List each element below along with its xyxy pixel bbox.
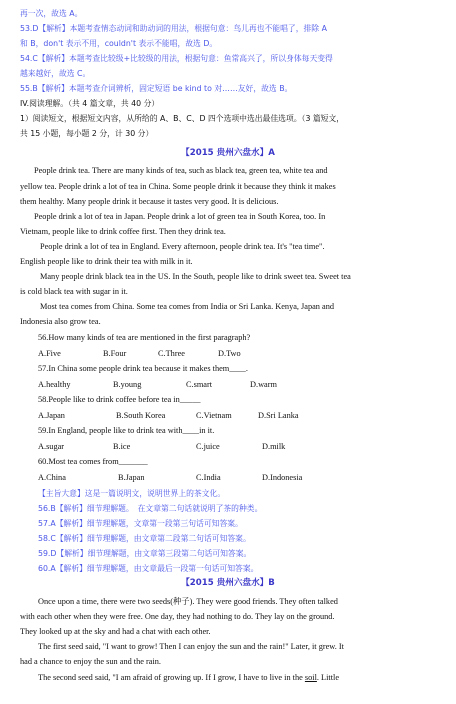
passage-line: They looked up at the sky and had a chat with each other.: [20, 627, 211, 636]
option: C.Vietnam: [196, 411, 232, 420]
passage-line: English people like to drink their tea with milk in it.: [20, 257, 193, 266]
option: B.ice: [113, 442, 131, 451]
answer-line: 55.B【解析】本题考查介词辨析，固定短语 be kind to 对……友好，故选 B。: [20, 84, 293, 93]
answer-line: 和 B，don't 表示不用，couldn't 表示不能唱，故选 D。: [20, 39, 218, 48]
option: A.healthy: [38, 380, 71, 389]
option: D.milk: [262, 442, 286, 451]
passage-line: Vietnam, people like to drink coffee first. Then they drink tea.: [20, 227, 226, 236]
question-stem: 59.In England, people like to drink tea with____in it.: [38, 426, 215, 435]
passage-line: Most tea comes from China. Some tea comes from India or Sri Lanka. Kenya, Japan and: [40, 302, 334, 311]
answer-line: 59.D【解析】细节理解题，由文章第三段第二句话可知答案。: [38, 549, 252, 558]
answer-line: 53.D【解析】本题考查情态动词和助动词的用法，根据句意：鸟儿再也不能唱了，排除 A: [20, 24, 327, 33]
passage-line: with each other when they were free. One day, they had nothing to do. They lay on the ground.: [20, 612, 335, 621]
passage-line: Once upon a time, there were two seeds(种子). They were good friends. They often talked: [38, 597, 338, 606]
option: B.South Korea: [116, 411, 166, 420]
option: A.China: [38, 473, 66, 482]
answer-line: 再一次，故选 A。: [20, 9, 83, 18]
passage-text: The second seed said, "I am afraid of growing up. If I grow, I have to live in the: [38, 673, 305, 682]
passage-line: People drink a lot of tea in Japan. People drink a lot of green tea in South Korea, too. In: [34, 212, 326, 221]
section-instruction: 1）阅读短文，根据短文内容，从所给的 A、B、C、D 四个选项中选出最佳选项。（3 篇短文，: [20, 114, 345, 123]
answer-line: 54.C【解析】本题考查比较级+比较级的用法，根据句意：鱼常高兴了，所以身体每天变得: [20, 54, 333, 63]
passage-line: Indonesia also grow tea.: [20, 317, 101, 326]
question-stem: 60.Most tea comes from_______: [38, 457, 148, 466]
option: B.Four: [103, 349, 127, 358]
passage-line: [38, 672, 440, 683]
passage-line: People drink tea. There are many kinds of tea, such as black tea, green tea, white tea and: [34, 166, 328, 175]
question-stem: 58.People like to drink coffee before tea in_____: [38, 395, 201, 404]
passage-line: had a chance to enjoy the sun and the rain.: [20, 657, 161, 666]
option: D.warm: [250, 380, 277, 389]
section-header: IV.阅读理解。（共 4 篇文章，共 40 分）: [20, 99, 160, 108]
answer-line: 60.A【解析】细节理解题，由文章最后一段第一句话可知答案。: [38, 564, 259, 573]
option: C.juice: [196, 442, 220, 451]
option: A.sugar: [38, 442, 65, 451]
answer-line: 58.C【解析】细节理解题，由文章第二段第二句话可知答案。: [38, 534, 251, 543]
passage-line: is cold black tea with sugar in it.: [20, 287, 128, 296]
passage-line: People drink a lot of tea in England. Every afternoon, people drink tea. It's "tea time".: [40, 242, 325, 251]
passage-b-title: 【2015 贵州六盘水】B: [181, 578, 275, 588]
option: A.Japan: [38, 411, 65, 420]
passage-line: yellow tea. People drink a lot of tea in China. Some people drink it because they think it makes: [20, 182, 336, 191]
option: B.young: [113, 380, 142, 389]
answer-line: 57.A【解析】细节理解题，文章第一段第三句话可知答案。: [38, 519, 243, 528]
passage-line: Many people drink black tea in the US. In the South, people like to drink sweet tea. Sweet tea: [40, 272, 351, 281]
option: D.Indonesia: [262, 473, 303, 482]
option: D.Two: [218, 349, 241, 358]
answer-line: 56.B【解析】细节理解题。 在文章第二句话就说明了茶的种类。: [38, 504, 263, 513]
option: C.smart: [186, 380, 213, 389]
passage-line: them healthy. Many people drink it because it tastes very good. It is delicious.: [20, 197, 279, 206]
passage-text: . Little: [316, 673, 340, 682]
option: C.India: [196, 473, 221, 482]
question-stem: 56.How many kinds of tea are mentioned in the first paragraph?: [38, 333, 251, 342]
option: A.Five: [38, 349, 61, 358]
section-instruction: 共 15 小题，每小题 2 分，计 30 分）: [20, 129, 154, 138]
passage-line: The first seed said, "I want to grow! Then I can enjoy the sun and the rain!" Later, it grew. It: [38, 642, 344, 651]
option: B.Japan: [118, 473, 145, 482]
answer-line: 越来越好，故选 C。: [20, 69, 91, 78]
option: C.Three: [158, 349, 185, 358]
passage-a-title: 【2015 贵州六盘水】A: [181, 148, 275, 158]
question-stem: 57.In China some people drink tea because it makes them____.: [38, 364, 248, 373]
underlined-word: soil: [304, 673, 317, 682]
answer-line: 【主旨大意】这是一篇说明文，说明世界上的茶文化。: [38, 489, 226, 498]
option: D.Sri Lanka: [258, 411, 299, 420]
